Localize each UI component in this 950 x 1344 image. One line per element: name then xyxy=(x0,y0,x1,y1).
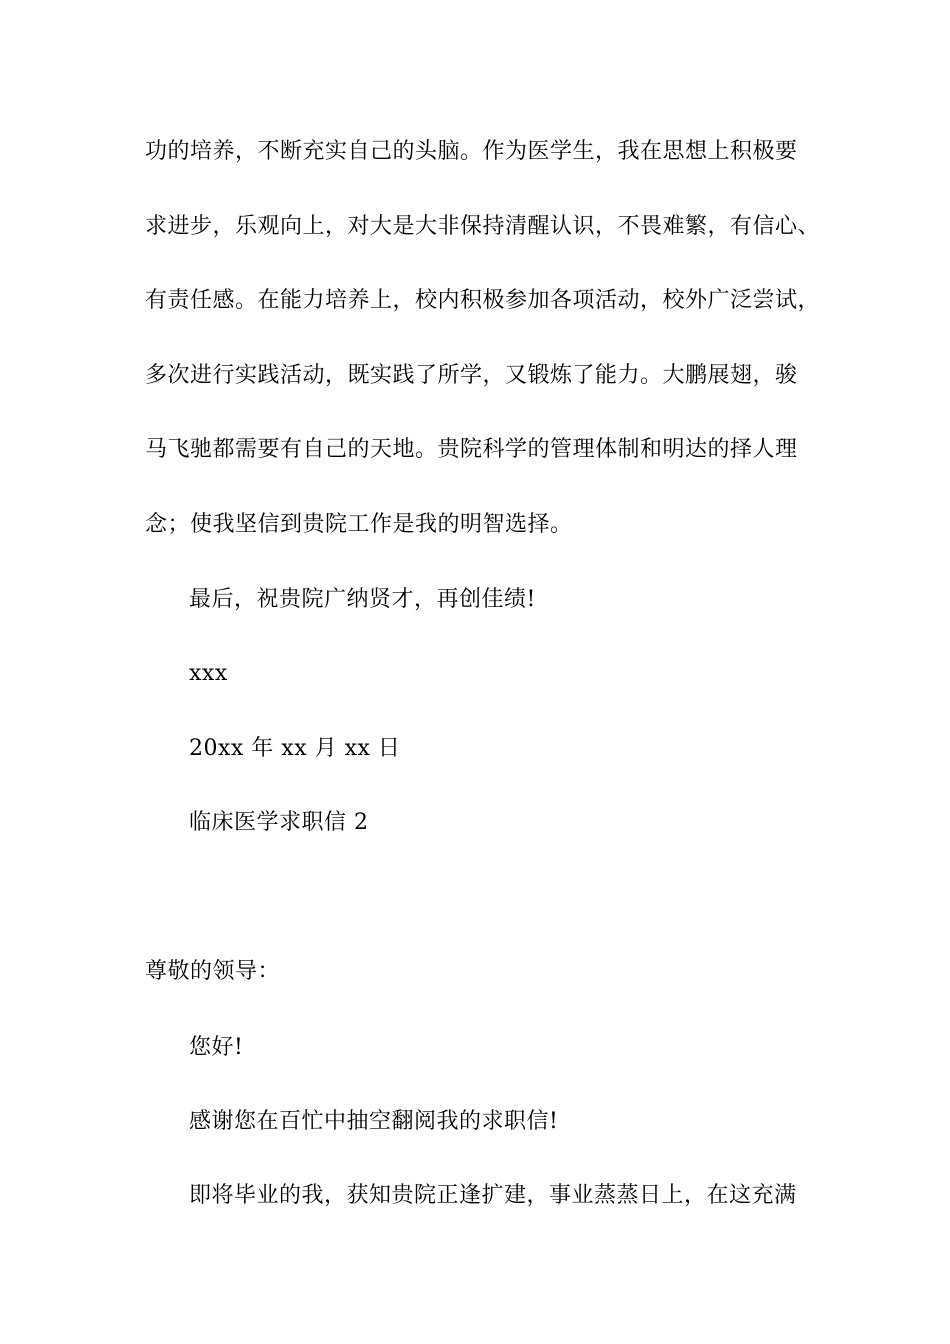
salutation: 尊敬的领导： xyxy=(145,959,281,984)
date-line: 20xx 年 xx 月 xx 日 xyxy=(189,736,401,761)
paragraph-line-6: 念；使我坚信到贵院工作是我的明智选择。 xyxy=(145,512,573,537)
greeting: 您好! xyxy=(189,1035,244,1060)
paragraph-line-5: 马飞驰都需要有自己的天地。贵院科学的管理体制和明达的择人理 xyxy=(145,437,798,462)
closing-line: 最后，祝贵院广纳贤才，再创佳绩! xyxy=(189,587,536,612)
paragraph-line-4: 多次进行实践活动，既实践了所学，又锻炼了能力。大鹏展翅，骏 xyxy=(145,363,798,388)
paragraph-line-3: 有责任感。在能力培养上，校内积极参加各项活动，校外广泛尝试， xyxy=(145,288,821,313)
thanks-line: 感谢您在百忙中抽空翻阅我的求职信! xyxy=(189,1109,559,1134)
paragraph-line-1: 功的培养，不断充实自己的头脑。作为医学生，我在思想上积极要 xyxy=(145,139,798,164)
letter-title: 临床医学求职信 2 xyxy=(189,810,369,835)
body-line-start: 即将毕业的我，获知贵院正逢扩建，事业蒸蒸日上，在这充满 xyxy=(189,1183,797,1208)
signature: xxx xyxy=(189,661,228,686)
paragraph-line-2: 求进步，乐观向上，对大是大非保持清醒认识，不畏难繁，有信心、 xyxy=(145,214,821,239)
